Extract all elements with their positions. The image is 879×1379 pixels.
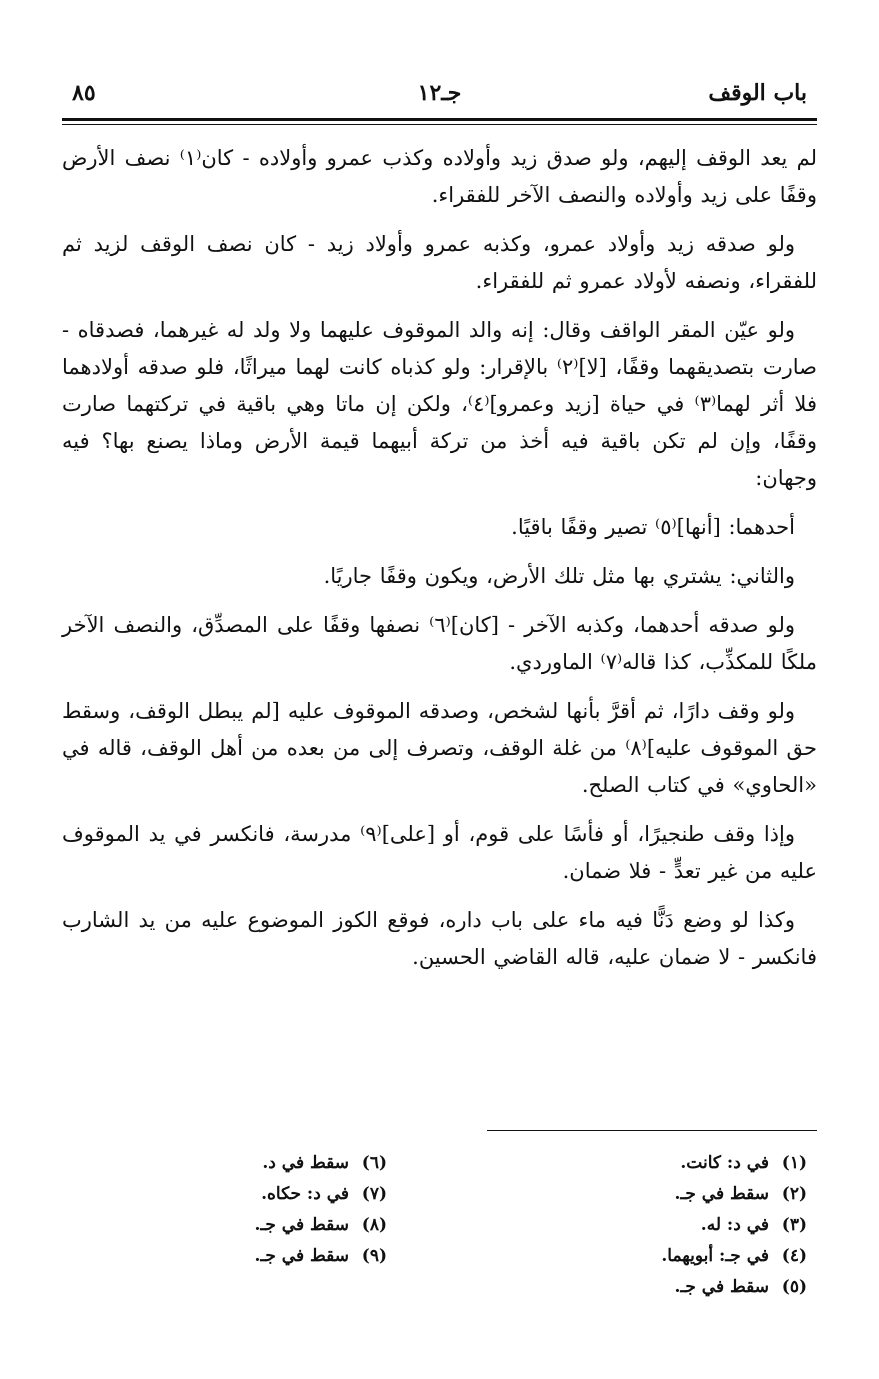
footnote-number: (٣) xyxy=(781,1215,807,1235)
footnotes-column-left xyxy=(57,1148,387,1272)
footnote xyxy=(477,1241,807,1272)
footnote-number: (٤) xyxy=(781,1246,807,1266)
paragraph: ولو وقف دارًا، ثم أقرَّ بأنها لشخص، وصدقه الموقوف عليه [لم يبطل الوقف، وسقط حق الموقوف عليه]⁽٨⁾ من غلة الوقف، وتصرف إلى من بعده من أهل الوقف، قاله في «الحاوي» في كتاب الصلح. xyxy=(62,699,818,797)
footnote-text: في د: له. xyxy=(700,1215,769,1235)
paragraph: ولو صدقه زيد وأولاد عمرو، وكذبه عمرو وأولاد زيد - كان نصف الوقف لزيد ثم للفقراء، ونصفه لأولاد عمرو ثم للفقراء. xyxy=(62,232,817,293)
footnote-number: (١) xyxy=(781,1153,807,1173)
footnote-number: (٨) xyxy=(361,1215,387,1235)
footnote xyxy=(477,1179,807,1210)
paragraph: والثاني: يشتري بها مثل تلك الأرض، ويكون وقفًا جاريًا. xyxy=(323,564,795,588)
footnote-text: سقط في جـ. xyxy=(254,1215,349,1235)
chapter-title: باب الوقف xyxy=(708,80,807,106)
footnote xyxy=(57,1210,387,1241)
footnote xyxy=(477,1272,807,1303)
footnote-text: في د: كانت. xyxy=(680,1153,769,1173)
footnote-number: (٦) xyxy=(361,1153,387,1173)
footnote xyxy=(477,1148,807,1179)
footnote xyxy=(57,1241,387,1272)
footnote-separator xyxy=(487,1130,817,1131)
paragraph: ولو صدقه أحدهما، وكذبه الآخر - [كان]⁽٦⁾ نصفها وقفًا على المصدِّق، والنصف الآخر ملكًا للمكذِّب، كذا قاله⁽٧⁾ الماوردي. xyxy=(62,613,817,674)
footnotes xyxy=(62,1148,817,1328)
footnote-number: (٥) xyxy=(781,1277,807,1297)
footnote xyxy=(57,1179,387,1210)
footnotes-column-right xyxy=(477,1148,807,1303)
paragraph: لم يعد الوقف إليهم، ولو صدق زيد وأولاده وكذب عمرو وأولاده - كان⁽١⁾ نصف الأرض وقفًا على زيد وأولاده والنصف الآخر للفقراء. xyxy=(62,146,817,207)
paragraph: أحدهما: [أنها]⁽٥⁾ تصير وقفًا باقيًا. xyxy=(511,515,795,539)
paragraph: ولو عيّن المقر الواقف وقال: إنه والد الموقوف عليهما ولا ولد له غيرهما، فصدقاه - صارت بتصديقهما وقفًا، [لا]⁽٢⁾ بالإقرار: ولو كذباه كانت لهما ميراثًا، فلو صدقه أولادهما فلا أثر لهما⁽٣⁾ في حياة [زيد وعمرو]⁽٤⁾، ولكن إن ماتا وهي باقية في تركتهما صارت وقفًا، وإن لم تكن باقية فيه أخذ من تركة أبيهما قيمة الأرض وماذا يصنع بها؟ فيه وجهان: xyxy=(62,318,817,490)
footnote-text: في د: حكاه. xyxy=(261,1184,349,1204)
footnote xyxy=(57,1148,387,1179)
header-rule-thick xyxy=(62,118,817,121)
footnote-number: (٩) xyxy=(361,1246,387,1266)
footnote-text: سقط في جـ. xyxy=(674,1277,769,1297)
footnote xyxy=(477,1210,807,1241)
footnote-text: سقط في جـ. xyxy=(674,1184,769,1204)
footnote-number: (٧) xyxy=(361,1184,387,1204)
volume-label: جـ١٢ xyxy=(417,80,462,106)
footnote-number: (٢) xyxy=(781,1184,807,1204)
footnote-text: سقط في د. xyxy=(262,1153,349,1173)
page-number: ٨٥ xyxy=(72,80,96,106)
header-rule-thin xyxy=(62,124,817,125)
footnote-text: سقط في جـ. xyxy=(254,1246,349,1266)
footnote-text: في جـ: أبويهما. xyxy=(661,1246,769,1266)
main-text xyxy=(62,140,817,988)
paragraph: وكذا لو وضع دَنًّا فيه ماء على باب داره، فوقع الكوز الموضوع عليه من يد الشارب فانكسر - لا ضمان عليه، قاله القاضي الحسين. xyxy=(62,908,817,969)
paragraph: وإذا وقف طنجيرًا، أو فأسًا على قوم، أو [على]⁽٩⁾ مدرسة، فانكسر في يد الموقوف عليه من غير تعدٍّ - فلا ضمان. xyxy=(62,822,817,883)
page-header xyxy=(62,80,817,116)
